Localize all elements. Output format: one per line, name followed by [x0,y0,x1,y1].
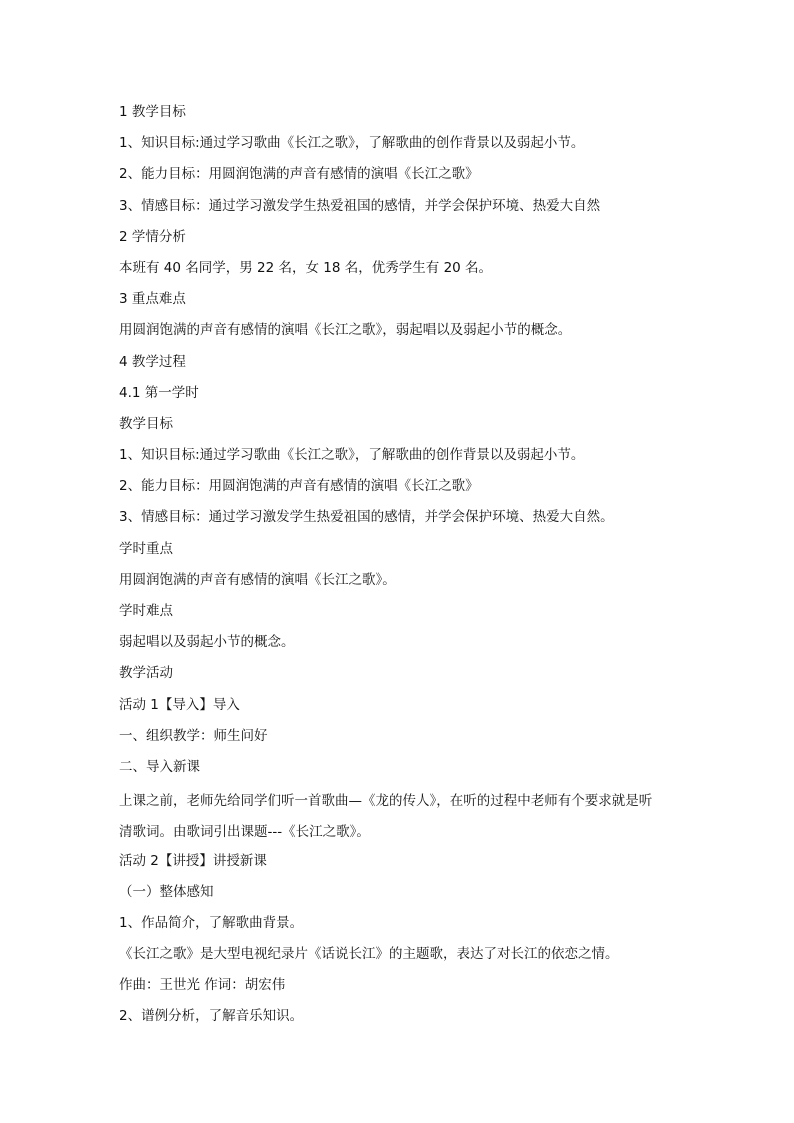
lesson-objective-ability: 2、能力目标：用圆润饱满的声音有感情的演唱《长江之歌》 [119,478,479,495]
lesson-objective-knowledge: 1、知识目标:通过学习歌曲《长江之歌》，了解歌曲的创作背景以及弱起小节。 [119,447,585,464]
activity-1-step-1: 一、组织教学：师生问好 [119,727,268,744]
activity-1-intro-paragraph: 上课之前，老师先给同学们听一首歌曲—《龙的传人》，在听的过程中老师有个要求就是听清歌词。由歌词引出课题---《长江之歌》。 [119,793,653,841]
subsection-heading-first-lesson: 4.1 第一学时 [119,384,199,401]
section-heading-student-analysis: 2 学情分析 [119,228,186,245]
activity-2-part-1: （一）整体感知 [119,883,214,900]
objective-ability: 2、能力目标：用圆润饱满的声音有感情的演唱《长江之歌》 [119,166,479,183]
objective-knowledge: 1、知识目标:通过学习歌曲《长江之歌》，了解歌曲的创作背景以及弱起小节。 [119,135,585,152]
lesson-difficulty-text: 弱起唱以及弱起小节的概念。 [119,634,295,651]
lesson-objective-emotion: 3、情感目标：通过学习激发学生热爱祖国的感情，并学会保护环境、热爱大自然。 [119,509,614,526]
objective-emotion: 3、情感目标：通过学习激发学生热爱祖国的感情，并学会保护环境、热爱大自然 [119,197,601,214]
activity-1-step-2: 二、导入新课 [119,758,200,775]
label-lesson-focus: 学时重点 [119,540,173,557]
activity-2-step-2: 2、谱例分析，了解音乐知识。 [119,1008,304,1025]
activity-2-step-1: 1、作品简介，了解歌曲背景。 [119,914,304,931]
student-analysis-text: 本班有 40 名同学，男 22 名，女 18 名，优秀学生有 20 名。 [119,259,493,276]
activity-2-heading: 活动 2【讲授】讲授新课 [119,852,267,869]
label-teaching-activities: 教学活动 [119,665,173,682]
key-points-text: 用圆润饱满的声音有感情的演唱《长江之歌》，弱起唱以及弱起小节的概念。 [119,322,572,339]
label-teaching-objectives: 教学目标 [119,415,173,432]
document-body [119,100,679,1036]
section-heading-process: 4 教学过程 [119,353,186,370]
activity-1-heading: 活动 1【导入】导入 [119,696,240,713]
song-credits: 作曲：王世光 作词：胡宏伟 [119,977,286,994]
label-lesson-difficulty: 学时难点 [119,603,173,619]
lesson-focus-text: 用圆润饱满的声音有感情的演唱《长江之歌》。 [119,571,396,588]
section-heading-key-points: 3 重点难点 [119,291,186,308]
section-heading-objectives: 1 教学目标 [119,104,186,120]
song-introduction: 《长江之歌》是大型电视纪录片《话说长江》的主题歌，表达了对长江的依恋之情。 [119,946,619,963]
